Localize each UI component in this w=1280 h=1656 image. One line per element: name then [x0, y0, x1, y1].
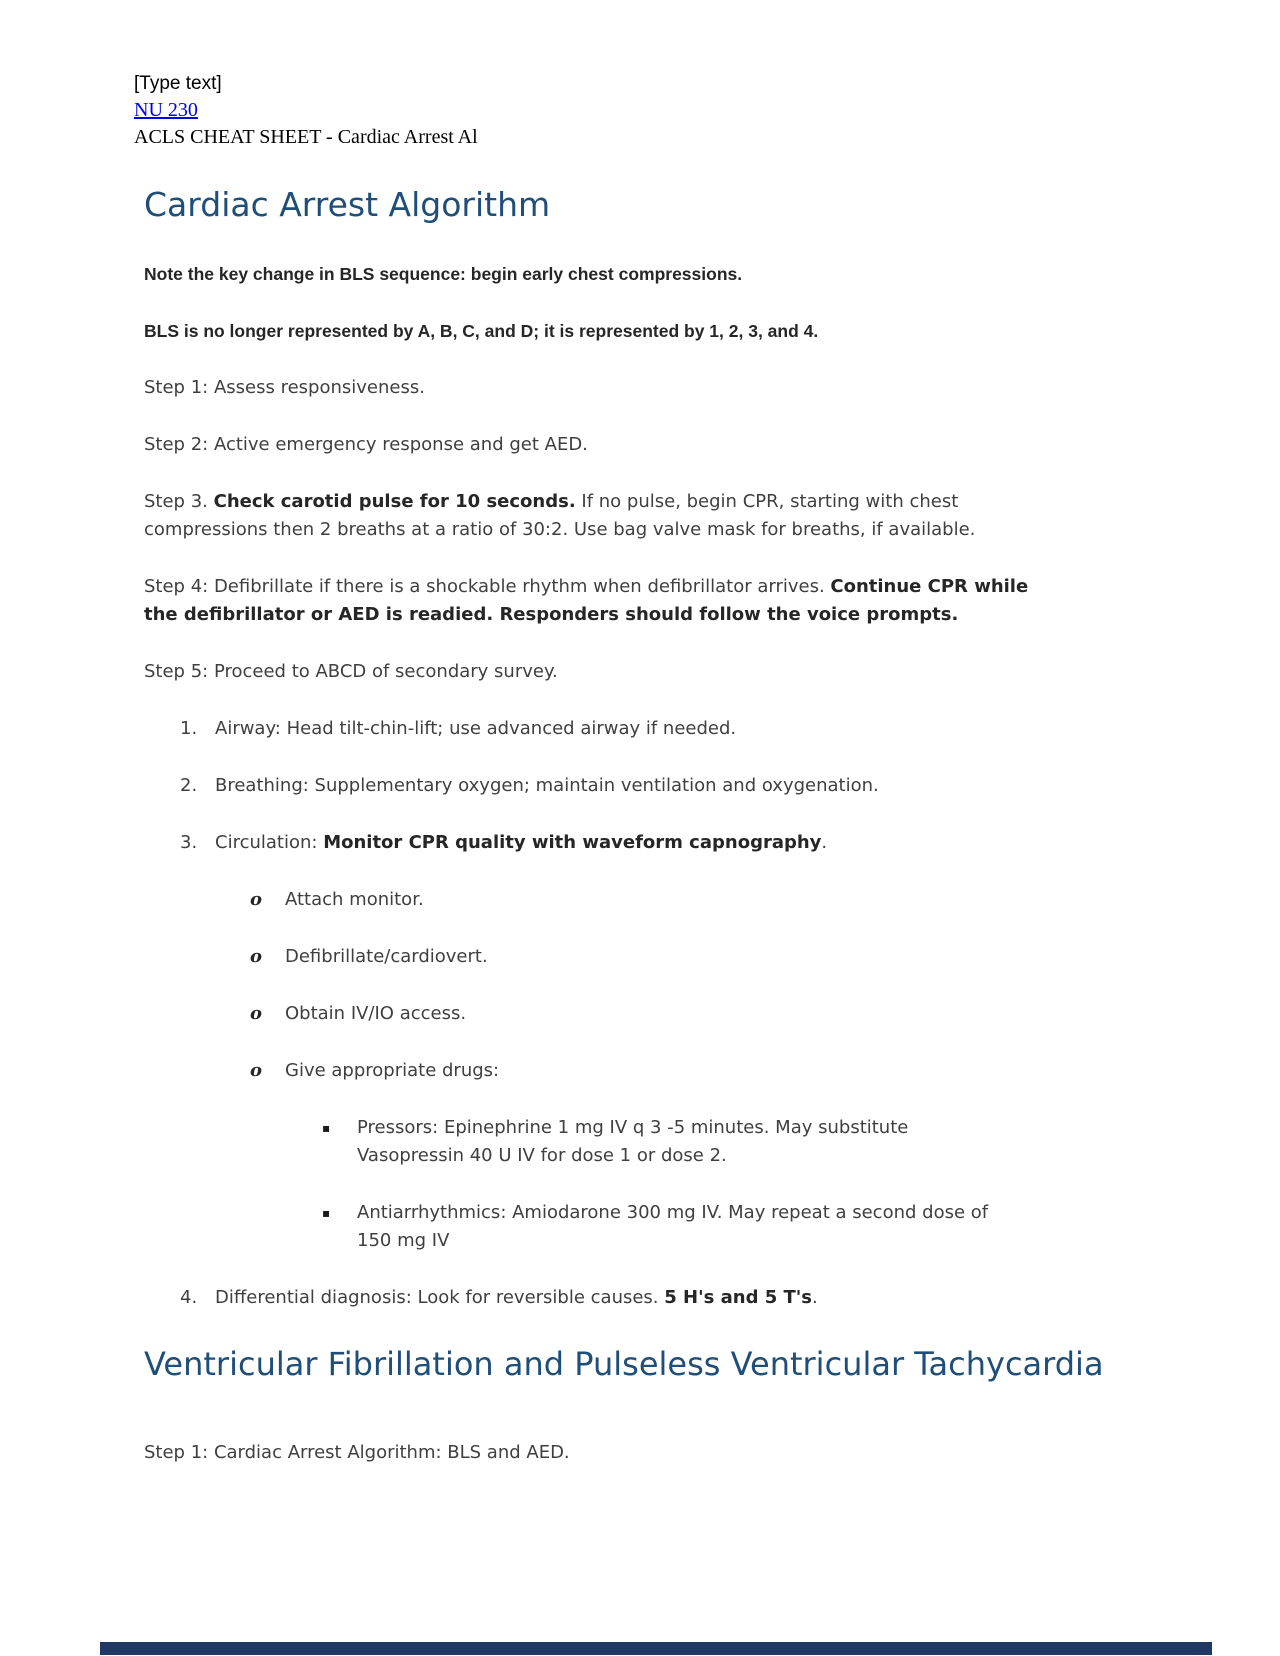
bullet-text: Antiarrhythmics: Amiodarone 300 mg IV. May repeat a second dose of 150 mg IV — [357, 1202, 989, 1251]
bullet-text: Pressors: Epinephrine 1 mg IV q 3 -5 minutes. May substitute Vasopressin 40 U IV for dose 1 or dose 2. — [357, 1117, 909, 1166]
document-body — [144, 185, 1154, 1467]
step-2-paragraph: Step 2: Active emergency response and get AED. — [144, 434, 588, 455]
note-bls-numbering: BLS is no longer represented by A, B, C, and D; it is represented by 1, 2, 3, and 4. — [144, 321, 819, 341]
note-bls-sequence: Note the key change in BLS sequence: begin early chest compressions. — [144, 264, 743, 284]
bullet-pressors — [144, 1114, 1154, 1170]
footer-divider-bar — [100, 1642, 1212, 1655]
list-number: 2. — [180, 775, 198, 796]
heading-vfib-pulseless-vtach: Ventricular Fibrillation and Pulseless Ventricular Tachycardia — [144, 1345, 1104, 1383]
circulation-prefix: Circulation: — [215, 832, 324, 853]
vf-step-1-paragraph: Step 1: Cardiac Arrest Algorithm: BLS and AED. — [144, 1442, 570, 1463]
list-item-differential-diagnosis — [144, 1284, 1154, 1312]
list-item-circulation — [144, 829, 1154, 857]
square-bullet-marker: ▪ — [322, 1121, 331, 1135]
list-item-text — [215, 1284, 818, 1312]
bullet-give-drugs — [144, 1057, 1154, 1085]
list-item-text: Breathing: Supplementary oxygen; maintain ventilation and oxygenation. — [215, 775, 879, 796]
square-bullet-marker: ▪ — [322, 1206, 331, 1220]
page-header — [0, 0, 1280, 151]
step-3-rest: If no pulse, begin CPR, starting with chest compressions then 2 breaths at a ratio of 30:2. Use bag valve mask for breaths, if available. — [144, 491, 976, 540]
bullet-text: Defibrillate/cardiovert. — [285, 946, 488, 967]
diagnosis-prefix: Differential diagnosis: Look for reversible causes. — [215, 1287, 665, 1308]
o-bullet-marker: o — [250, 1060, 263, 1081]
circulation-bold: Monitor CPR quality with waveform capnography — [323, 832, 822, 853]
step-1-paragraph: Step 1: Assess responsiveness. — [144, 377, 425, 398]
bullet-text: Give appropriate drugs: — [285, 1060, 500, 1081]
o-bullet-marker: o — [250, 1003, 263, 1024]
diagnosis-suffix: . — [812, 1287, 818, 1308]
type-text-placeholder: [Type text] — [134, 73, 222, 94]
bullet-text: Attach monitor. — [285, 889, 424, 910]
bullet-defibrillate-cardiovert — [144, 943, 1154, 971]
list-number: 1. — [180, 718, 198, 739]
step-3-paragraph — [144, 488, 1049, 544]
bullet-antiarrhythmics — [144, 1199, 1154, 1255]
bullet-text: Obtain IV/IO access. — [285, 1003, 467, 1024]
list-item-text — [215, 829, 827, 857]
o-bullet-marker: o — [250, 946, 263, 967]
list-number: 4. — [180, 1287, 198, 1308]
bullet-iv-io-access — [144, 1000, 1154, 1028]
step-3-bold: Check carotid pulse for 10 seconds. — [213, 491, 576, 512]
step-5-paragraph: Step 5: Proceed to ABCD of secondary survey. — [144, 661, 558, 682]
list-item-airway — [144, 715, 1154, 743]
list-item-text: Airway: Head tilt-chin-lift; use advanced airway if needed. — [215, 718, 737, 739]
list-number: 3. — [180, 832, 198, 853]
step-4-bold: Continue CPR while the defibrillator or AED is readied. Responders should follow the voice prompts. — [144, 576, 1029, 625]
course-link-line — [134, 97, 1280, 124]
list-item-breathing — [144, 772, 1154, 800]
doc-subtitle: ACLS CHEAT SHEET - Cardiac Arrest Al — [134, 126, 478, 148]
diagnosis-bold: 5 H's and 5 T's — [664, 1287, 813, 1308]
step-4-paragraph — [144, 573, 1049, 629]
bullet-attach-monitor — [144, 886, 1154, 914]
circulation-suffix: . — [821, 832, 828, 853]
heading-cardiac-arrest-algorithm: Cardiac Arrest Algorithm — [144, 185, 551, 224]
course-link[interactable]: NU 230 — [134, 99, 198, 121]
o-bullet-marker: o — [250, 889, 263, 910]
step-3-prefix: Step 3. — [144, 491, 214, 512]
step-4-prefix: Step 4: Defibrillate if there is a shockable rhythm when defibrillator arrives. — [144, 576, 831, 597]
